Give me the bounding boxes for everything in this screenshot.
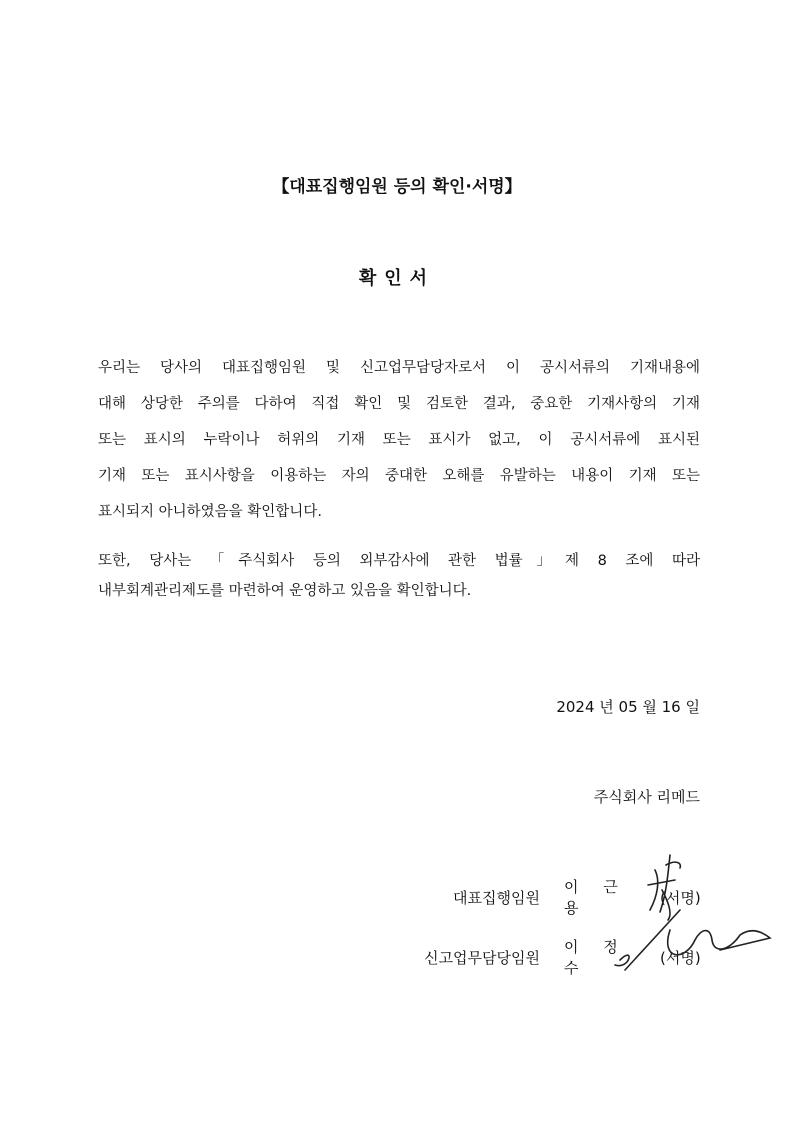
- signer-role: 신고업무담당임원: [424, 948, 540, 967]
- internal-control-paragraph: [98, 549, 700, 609]
- document-date: 2024 년 05 월 16 일: [556, 698, 700, 716]
- paragraph-line: 기재 또는 표시사항을 이용하는 자의 중대한 오해를 유발하는 내용이 기재 또는: [98, 468, 700, 484]
- signature-label: (서명): [660, 888, 701, 907]
- paragraph-line: 또한, 당사는 「주식회사 등의 외부감사에 관한 법률」제 8 조에 따라: [98, 553, 700, 569]
- signer-name: 이 정 수: [564, 938, 628, 977]
- paragraph-line: 우리는 당사의 대표집행임원 및 신고업무담당자로서 이 공시서류의 기재내용에: [98, 360, 700, 376]
- signer-role: 대표집행임원: [453, 888, 540, 907]
- document-subtitle: 확인서: [358, 268, 436, 289]
- paragraph-line: 내부회계관리제도를 마련하여 운영하고 있음을 확인합니다.: [98, 583, 472, 599]
- document-title: 【대표집행임원 등의 확인·서명】: [272, 177, 522, 197]
- paragraph-line: 또는 표시의 누락이나 허위의 기재 또는 표시가 없고, 이 공시서류에 표시된: [98, 432, 700, 448]
- confirmation-paragraph: [98, 356, 700, 536]
- signature-2: [615, 910, 770, 970]
- signature-label: (서명): [660, 948, 701, 967]
- paragraph-line: 표시되지 아니하였음을 확인합니다.: [98, 504, 322, 520]
- handwritten-signatures: [600, 850, 780, 980]
- signer-name: 이 근 용: [564, 878, 628, 917]
- paragraph-line: 대해 상당한 주의를 다하여 직접 확인 및 검토한 결과, 중요한 기재사항의 기재: [98, 396, 700, 412]
- company-name: 주식회사 리메드: [593, 788, 700, 806]
- signature-1: [648, 855, 680, 920]
